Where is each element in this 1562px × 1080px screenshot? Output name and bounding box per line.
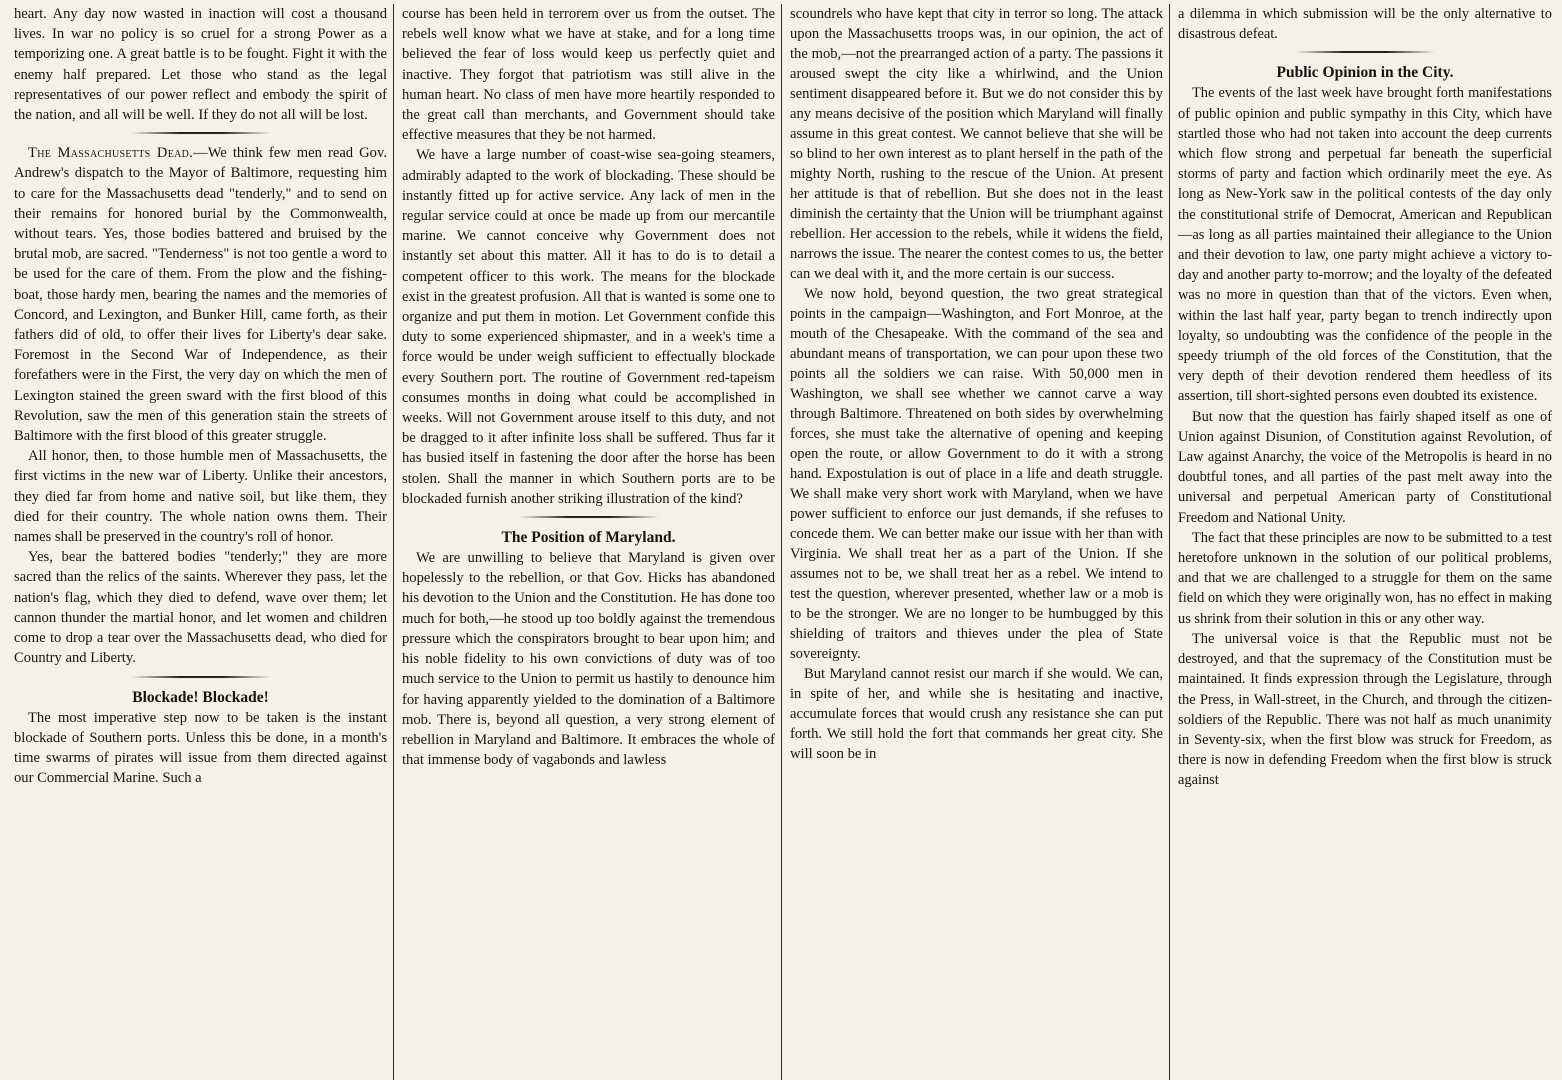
column-3	[782, 4, 1170, 1080]
article-lead-title: The Massachusetts Dead.	[28, 145, 194, 162]
section-divider	[131, 132, 271, 134]
article-paragraph	[14, 143, 387, 446]
article-paragraph: heart. Any day now wasted in inaction will cost a thousand lives. In war no policy is so cruel for a strong Power as a temporizing one. A great battle is to be fought. Fight it with the enemy half prepared. Let those who stand as the legal representatives of our power reflect and embody the spirit of the nation, and all will be well. If they do not all will be lost.	[14, 6, 387, 124]
article-paragraph: course has been held in terrorem over us from the outset. The rebels well know what we have at stake, and for a long time believed the fear of loss would keep us perfectly quiet and inactive. They forgot that patriotism was still alive in the human heart. No class of men have more heartily responded to the great call than merchants, and Government should take effective measures that they be not harmed.	[402, 6, 775, 144]
section-heading: Public Opinion in the City.	[1276, 64, 1454, 82]
section-divider	[1295, 51, 1435, 53]
article-paragraph: The fact that these principles are now to be submitted to a test heretofore unknown in the solution of our political problems, and that we are challenged to a struggle for them on the same field on which they were originally won, has no effect in making us shrink from their solution in this or any other way.	[1178, 529, 1552, 627]
section-divider	[519, 516, 659, 518]
column-4	[1170, 4, 1558, 1080]
article-paragraph: But Maryland cannot resist our march if she would. We can, in spite of her, and while she is hesitating and inactive, accumulate forces that would crush any resistance she can put forth. We still hold the fort that commands her great city. She will soon be in	[790, 666, 1163, 762]
section-divider	[131, 676, 271, 678]
article-paragraph: We have a large number of coast-wise sea-going steamers, admirably adapted to the work of blockading. These should be instantly fitted up for active service. Any lack of men in the regular service could at once be made up from our mercantile marine. We cannot conceive why Government does not instantly set about this matter. All it has to do is to detail a competent officer to this work. The means for the blockade exist in the greatest profusion. All that is wanted is some one to organize and put them in motion. Let Government confide this duty to some experienced shipmaster, and in a week's time a force would be under weigh sufficient to effectually blockade every Southern port. The routine of Government red-tapeism consumes months in doing what could be accomplished in weeks. Will not Government arouse itself to this duty, and not be dragged to it after infinite loss shall be suffered. Thus far it has busied itself in fastening the door after the horse has been stolen. Shall the manner in which Southern ports are to be blockaded furnish another striking illustration of the kind?	[402, 147, 775, 507]
column-2	[394, 4, 782, 1080]
article-paragraph: The universal voice is that the Republic must not be destroyed, and that the supremacy of the Constitution must be maintained. It finds expression through the Legislature, through the Press, in Wall-street, in the Church, and through the citizen-soldiers of the Republic. There was not half as much unanimity in Seventy-six, when the first blow was struck for Freedom, as there is now in defending Freedom when the first blow is struck against	[1178, 630, 1552, 789]
article-paragraph: Yes, bear the battered bodies "tenderly;" they are more sacred than the relics of the saints. Wherever they pass, let the nation's flag, which they died to defend, wave over them; let cannon thunder the martial honor, and let women and children come to drop a tear over the Massachusetts dead, who died for Country and Liberty.	[14, 549, 387, 667]
article-paragraph: We are unwilling to believe that Maryland is given over hopelessly to the rebellion, or that Gov. Hicks has abandoned his devotion to the Union and the Constitution. He has done too much for both,—he stood up too boldly against the tremendous pressure which the conspirators brought to bear upon him; and his noble fidelity to his own convictions of duty was of too much service to the Union to permit us hastily to denounce him for having apparently yielded to the domination of a Baltimore mob. There is, beyond all question, a very strong element of rebellion in Maryland and Baltimore. It embraces the whole of that immense body of vagabonds and lawless	[402, 550, 775, 769]
article-paragraph: The events of the last week have brought forth manifestations of public opinion and public sympathy in this City, which have startled those who had not taken into account the deep currents which flow strong and perpetual far beneath the superficial storms of party and faction which ordinarily meet the eye. As long as New-York saw in the political contests of the day only the constitutional strife of Democrat, American and Republican—as long as all parties maintained their allegiance to the Union and their devotion to law, one party might achieve a victory to-day and another party to-morrow; and the loyalty of the defeated was no more in question than that of the victors. Even when, within the last half year, party began to trench indirectly upon loyalty, so undoubting was the confidence of the people in the speedy triumph of the old forces of the Constitution, that the very depth of their devotion rendered them heedless of its assertion, till short-sighted persons even doubted its existence.	[1178, 85, 1552, 405]
article-paragraph: The most imperative step now to be taken is the instant blockade of Southern ports. Unless this be done, in a month's time swarms of pirates will issue from them directed against our Commercial Marine. Such a	[14, 709, 387, 787]
article-lead-text: —We think few men read Gov. Andrew's dispatch to the Mayor of Baltimore, requesting him to care for the Massachusetts dead "tenderly," and to send on their remains for honored burial by the Commonwealth, without tears. Yes, those bodies battered and bruised by the brutal mob, are sacred. "Tenderness" is not too gentle a word to be used for the care of them. From the plow and the fishing-boat, those hardy men, bearing the names and the memories of Concord, and Lexington, and Bunker Hill, came forth, as their fathers did of old, to offer their lives for Liberty's dear sake. Foremost in the Second War of Independence, as their forefathers were in the First, the very day on which the men of Lexington stained the green sward with the first blood of this Revolution, saw the men of this generation stain the streets of Baltimore with the first blood of this greater struggle.	[14, 145, 387, 445]
article-paragraph: All honor, then, to those humble men of Massachusetts, the first victims in the new war of Liberty. Unlike their ancestors, they died far from home and native soil, but like them, they died for their country. The whole nation owns them. Their names shall be preserved in the country's roll of honor.	[14, 448, 387, 546]
section-heading: The Position of Maryland.	[501, 529, 676, 547]
article-paragraph: a dilemma in which submission will be the only alternative to disastrous defeat.	[1178, 6, 1552, 43]
article-paragraph: scoundrels who have kept that city in terror so long. The attack upon the Massachusetts troops was, in our opinion, the act of the mob,—not the prearranged action of a party. The passions it aroused swept the city like a whirlwind, and the Union sentiment disappeared before it. But we do not consider this by any means decisive of the position which Maryland will finally assume in this great contest. We cannot believe that she will be so blind to her own interest as to plant herself in the path of the mighty North, rushing to the rescue of the Union. At present her attitude is that of rebellion. But she does not in the least diminish the certainty that the Union will be triumphant against rebellion. Her accession to the rebels, while it widens the field, narrows the issue. The nearer the contest comes to us, the better can we deal with it, and the more certain is our success.	[790, 6, 1163, 282]
article-paragraph: But now that the question has fairly shaped itself as one of Union against Disunion, of Constitution against Revolution, of Law against Anarchy, the voice of the Metropolis is heard in no doubtful tones, and all parties of the past melt away into the universal and perpetual American party of Constitutional Freedom and National Unity.	[1178, 408, 1552, 526]
column-1	[6, 4, 394, 1080]
section-heading: Blockade! Blockade!	[132, 688, 269, 706]
article-paragraph: We now hold, beyond question, the two great strategical points in the campaign—Washington, and Fort Monroe, at the mouth of the Chesapeake. With the command of the sea and abundant means of transportation, we can pour upon these two points all the soldiers we can raise. With 50,000 men in Washington, we shall see whether we cannot carve a way through Baltimore. Threatened on both sides by overwhelming forces, she must take the alternative of opening and keeping open the route, or allow Government to do it with a strong hand. Expostulation is out of place in a life and death struggle. We shall make very short work with Maryland, when we have power sufficient to enforce our just demands, if she refuses to concede them. We can better make our issue with her than with Virginia. We shall treat her as a part of the Union. If she assumes not to be, we shall treat her as a rebel. We intend to test the question, wherever presented, whether law or a mob is to be the stronger. We are no longer to be humbugged by this shielding of traitors and thieves under the plea of State sovereignty.	[790, 286, 1163, 662]
